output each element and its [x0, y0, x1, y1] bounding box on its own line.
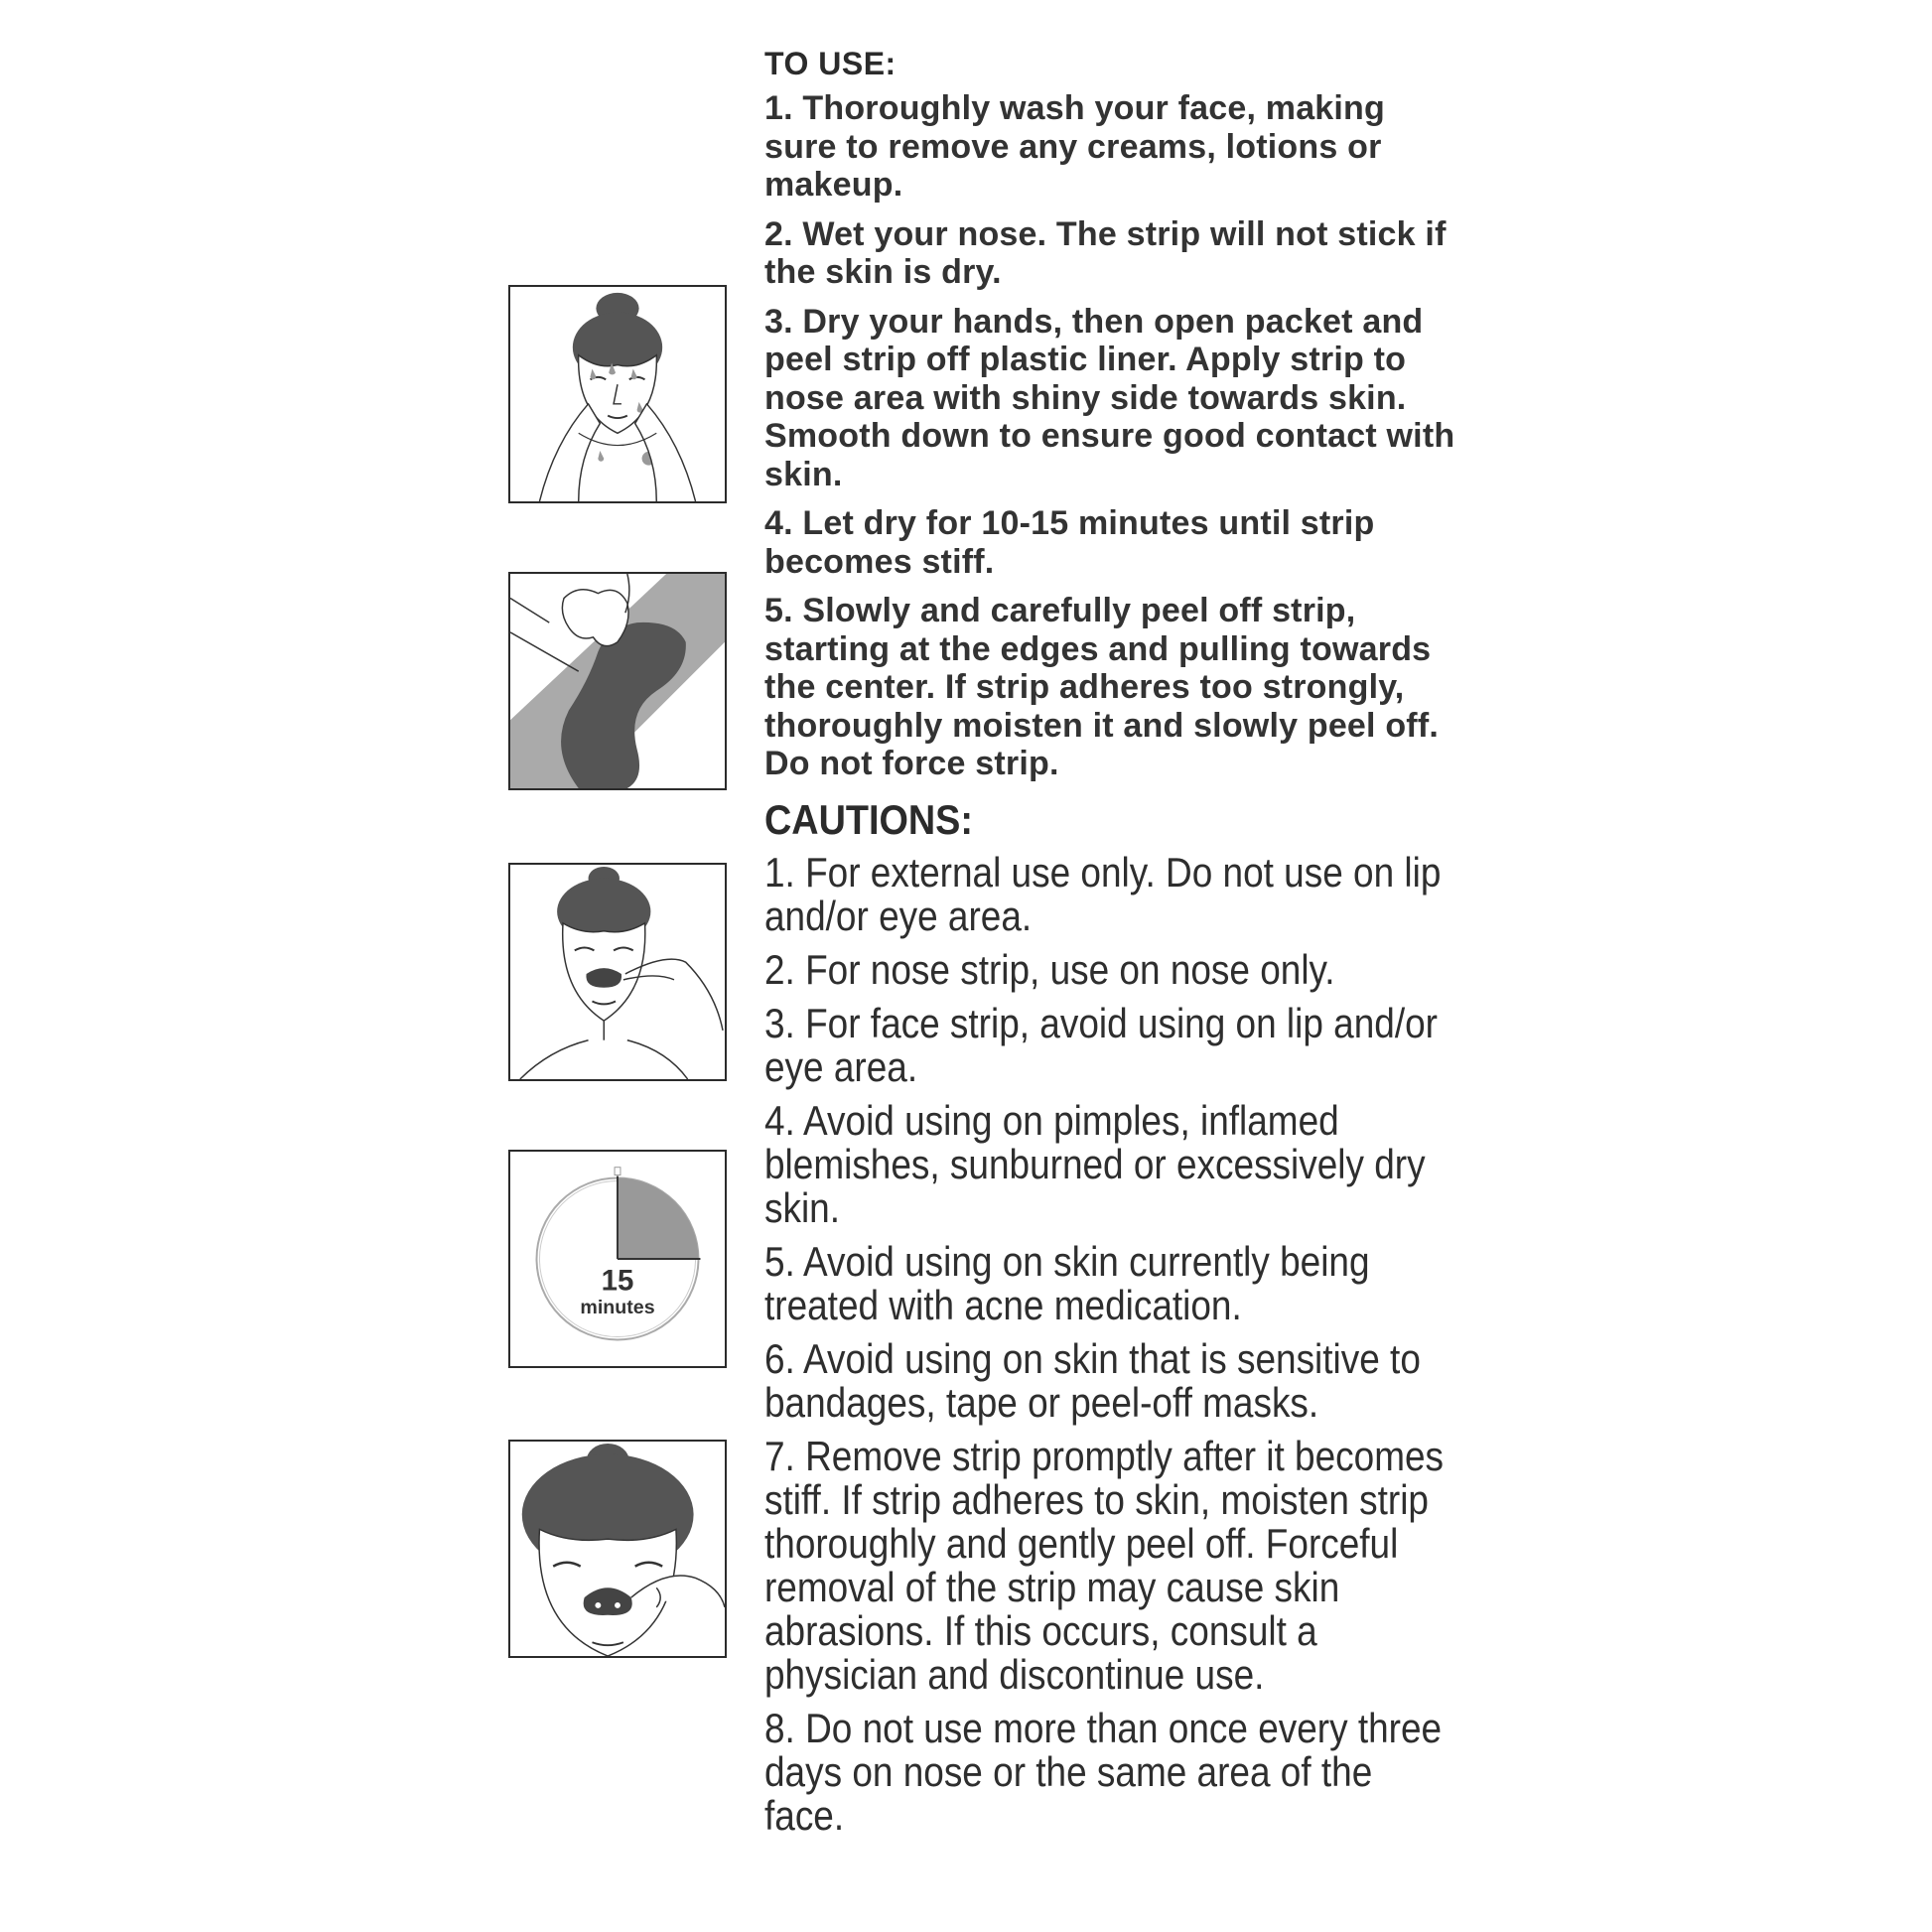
timer-unit: minutes	[580, 1296, 655, 1318]
caution-item: 4. Avoid using on pimples, inflamed blemishes, sunburned or excessively dry skin.	[764, 1096, 1426, 1231]
cautions-heading: CAUTIONS:	[764, 795, 973, 843]
instructions-text	[764, 44, 1459, 1848]
timer-number: 15	[601, 1264, 634, 1298]
remove-nose-strip-icon	[508, 1440, 727, 1658]
to-use-heading: TO USE:	[764, 46, 897, 81]
caution-item: 6. Avoid using on skin that is sensitive to bandages, tape or peel-off masks.	[764, 1334, 1421, 1426]
caution-item: 5. Avoid using on skin currently being treated with acne medication.	[764, 1237, 1370, 1328]
to-use-step: 3. Dry your hands, then open packet and peel strip off plastic liner. Apply strip to nose area with shiny side towards skin. Smooth down to ensure good contact with skin.	[764, 302, 1455, 493]
caution-item: 3. For face strip, avoid using on lip and/or eye area.	[764, 999, 1438, 1090]
to-use-step: 4. Let dry for 10-15 minutes until strip becomes stiff.	[764, 504, 1375, 581]
apply-nose-strip-icon	[508, 863, 727, 1081]
timer-15-minutes-icon	[508, 1150, 727, 1368]
cautions-list	[764, 848, 1459, 1839]
to-use-list	[764, 89, 1459, 783]
to-use-step: 2. Wet your nose. The strip will not stick if the skin is dry.	[764, 214, 1447, 291]
caution-item: 7. Remove strip promptly after it becomes stiff. If strip adheres to skin, moisten strip thoroughly and gently peel off. Forceful removal of the strip may cause skin abrasions. If this occurs, consult a physician and discontinue use.	[764, 1432, 1445, 1698]
face-wash-icon	[508, 285, 727, 503]
caution-item: 2. For nose strip, use on nose only.	[764, 945, 1335, 993]
caution-item: 1. For external use only. Do not use on lip and/or eye area.	[764, 848, 1442, 939]
caution-item: 8. Do not use more than once every three days on nose or the same area of the face.	[764, 1704, 1443, 1839]
to-use-step: 5. Slowly and carefully peel off strip, starting at the edges and pulling towards the center. If strip adheres too strongly, thoroughly moisten it and slowly peel off. Do not force strip.	[764, 592, 1439, 782]
to-use-step: 1. Thoroughly wash your face, making sure to remove any creams, lotions or makeup.	[764, 89, 1385, 204]
peel-strip-liner-icon	[508, 572, 727, 790]
